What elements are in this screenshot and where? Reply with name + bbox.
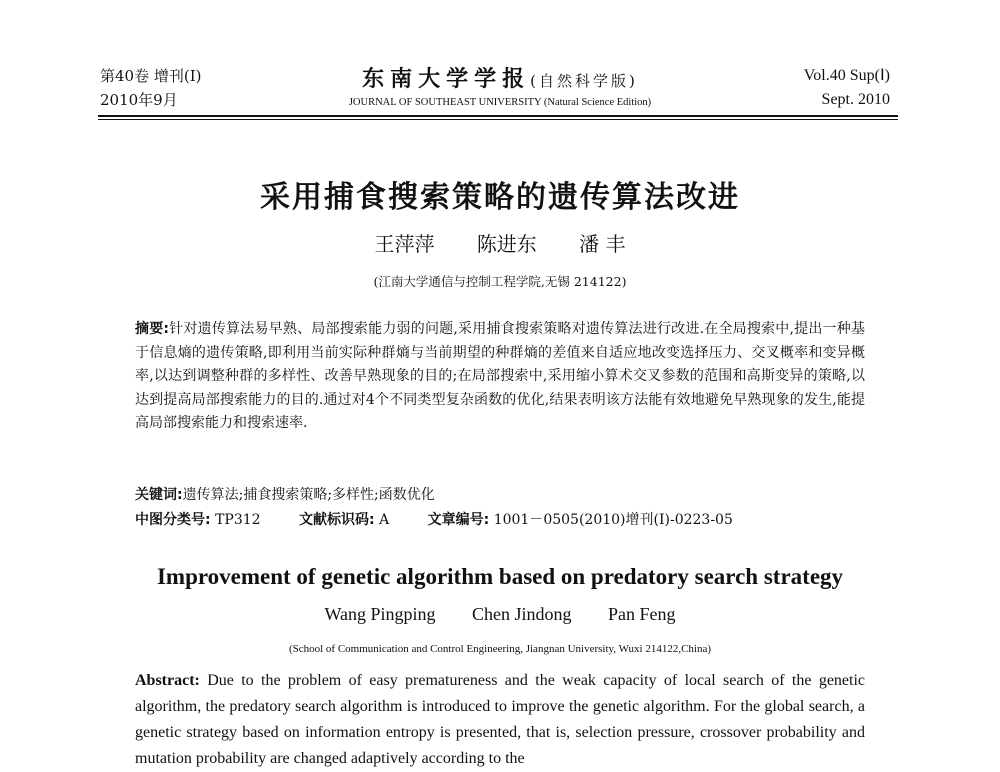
author-en: Wang Pingping [324, 604, 436, 624]
article-number [428, 512, 733, 528]
paper-title-en: Improvement of genetic algorithm based on predatory search strategy [156, 564, 844, 589]
clc-value: TP312 [215, 512, 261, 528]
journal-name-en: JOURNAL OF SOUTHEAST UNIVERSITY (Natural Science Edition) [348, 97, 652, 108]
author-en: Pan Feng [608, 604, 676, 624]
abstract-en [135, 668, 865, 772]
author-cn: 陈进东 [476, 232, 537, 256]
header-rule-thin [98, 119, 898, 120]
journal-name-cn [290, 62, 710, 93]
clc-label: 中图分类号: [135, 512, 211, 528]
keywords-cn [135, 484, 865, 507]
abstract-label-cn: 摘要: [135, 321, 170, 337]
affiliation-cn: (江南大学通信与控制工程学院,无锡 214122) [373, 274, 627, 289]
author-list-cn [0, 228, 1000, 257]
header-volume-info-en [690, 64, 890, 112]
header-volume-info [100, 64, 300, 112]
author-list-en [0, 604, 1000, 625]
author-cn: 王萍萍 [374, 232, 435, 256]
author-cn: 潘 丰 [579, 232, 626, 256]
header-rule-thick [98, 115, 898, 117]
clc-number [135, 512, 261, 528]
volume-issue: 第40卷 增刊(Ⅰ) [100, 67, 202, 85]
article-number-label: 文章编号: [427, 512, 490, 528]
abstract-text-en: Due to the problem of easy prematureness and the weak capacity of local search of the genetic algorithm, the predatory search algorithm is introduced to improve the genetic algorithm. For the global search, a genetic strategy based on information entropy is presented, that is, selection pressure, crossover probability and mutation probability are changed adaptively according to the [135, 672, 866, 767]
document-code [299, 512, 389, 528]
classification-line [135, 509, 875, 532]
document-code-value: A [379, 512, 390, 528]
journal-masthead [290, 62, 710, 108]
journal-edition-cn: (自然科学版) [530, 72, 638, 90]
article-number-value: 1001－0505(2010)增刊(Ⅰ)-0223-05 [493, 512, 733, 528]
abstract-text-cn: 针对遗传算法易早熟、局部搜索能力弱的问题,采用捕食搜索策略对遗传算法进行改进.在全局搜索中,提出一种基于信息熵的遗传策略,即利用当前实际种群熵与当前期望的种群熵的差值来自适应地改变选择压力、交叉概率和变异概率,以达到调整种群的多样性、改善早熟现象的目的;在局部搜索中,采用缩小算术交叉参数的范围和高斯变异的策略,以达到提高局部搜索能力的目的.通过对4个不同类型复杂函数的优化,结果表明该方法能有效地避免早熟现象的发生,能提高局部搜索能力和搜索速率. [135, 321, 865, 431]
publish-date-cn: 2010年9月 [100, 91, 178, 109]
affiliation-en: (School of Communication and Control Engineering, Jiangnan University, Wuxi 214122,China) [288, 643, 712, 655]
publish-date-en: Sept. 2010 [821, 91, 890, 108]
author-en: Chen Jindong [472, 604, 572, 624]
keywords-text-cn: 遗传算法;捕食搜索策略;多样性;函数优化 [182, 487, 435, 503]
volume-issue-en: Vol.40 Sup(Ⅰ) [803, 67, 890, 84]
keywords-label-cn: 关键词: [135, 487, 183, 503]
abstract-cn [135, 318, 865, 436]
journal-title-cn: 东南大学学报 [362, 66, 531, 92]
abstract-label-en: Abstract: [135, 672, 200, 689]
paper-title-cn: 采用捕食搜索策略的遗传算法改进 [260, 180, 740, 215]
document-code-label: 文献标识码: [299, 512, 375, 528]
